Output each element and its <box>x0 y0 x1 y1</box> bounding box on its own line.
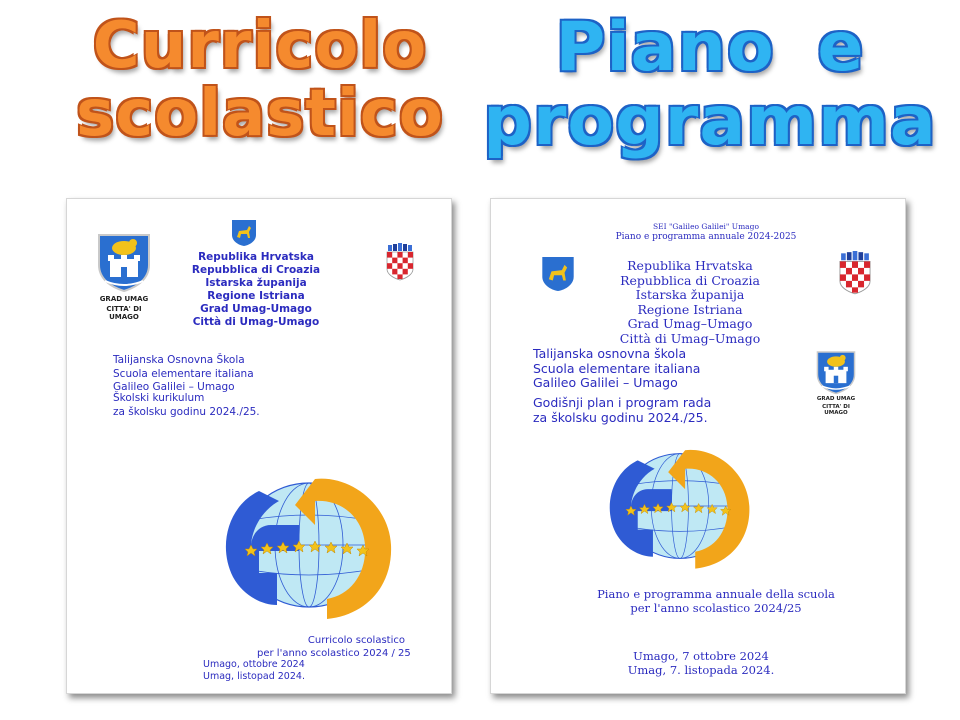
footer-title-line: per l'anno scolastico 2024/25 <box>630 601 802 615</box>
title-line: Piano e <box>555 8 865 87</box>
croatian-coat-of-arms-icon <box>837 251 873 295</box>
school-name-block <box>113 354 313 395</box>
title-line: Curricolo <box>92 9 428 83</box>
authority-line: Repubblica di Croazia <box>191 264 321 276</box>
authority-line: Regione Istriana <box>207 290 305 302</box>
authority-line: Repubblica di Croazia <box>620 272 760 288</box>
school-name-block <box>533 347 793 391</box>
school-line: Talijanska Osnovna Škola <box>113 354 245 366</box>
footer-date-block <box>611 649 791 677</box>
footer-title-block <box>257 635 411 660</box>
city-logo-label: CITTA' DI UMAGO <box>106 305 142 321</box>
header-line: SEI "Galileo Galilei" Umago <box>653 222 759 231</box>
document-line: za školsku godinu 2024./25. <box>113 405 260 418</box>
document-line: za školsku godinu 2024./25. <box>533 409 708 425</box>
authority-line: Istarska županija <box>635 287 745 302</box>
document-line: Godišnji plan i program rada <box>533 395 712 410</box>
footer-date-line: Umag, listopad 2024. <box>203 670 305 682</box>
authority-line: Città di Umag–Umago <box>619 330 761 346</box>
school-line: Talijanska osnovna škola <box>533 346 687 361</box>
authority-line: Istarska županija <box>205 277 307 289</box>
footer-title-line: Piano e programma annuale della scuola <box>597 587 835 601</box>
goat-coat-of-arms-icon <box>541 255 575 293</box>
title-piano <box>480 8 940 161</box>
umag-city-coat-of-arms-icon <box>813 349 859 417</box>
city-logo-label: GRAD UMAG <box>816 396 856 402</box>
authority-block <box>605 259 775 346</box>
school-line: Galileo Galilei – Umago <box>113 381 235 393</box>
document-line: Školski kurikulum <box>113 392 205 404</box>
galilei-school-logo <box>199 465 419 625</box>
city-logo-label: GRAD UMAG <box>99 295 149 303</box>
document-title-block <box>533 396 793 425</box>
footer-date-line: Umag, 7. listopada 2024. <box>627 663 775 677</box>
goat-coat-of-arms-icon <box>231 219 257 247</box>
city-logo-label: CITTA' DI UMAGO <box>822 403 850 416</box>
umag-city-coat-of-arms-icon <box>93 231 155 321</box>
authority-block <box>187 251 325 329</box>
header-block <box>561 221 851 243</box>
school-line: Scuola elementare italiana <box>113 367 254 380</box>
authority-line: Republika Hrvatska <box>627 258 753 273</box>
footer-title-block <box>541 587 891 615</box>
footer-title-line: Curricolo scolastico <box>307 635 405 646</box>
authority-line: Grad Umag–Umago <box>627 316 753 331</box>
title-line: scolastico <box>76 77 444 151</box>
footer-date-line: Umago, 7 ottobre 2024 <box>633 649 769 663</box>
header-line: Piano e programma annuale 2024-2025 <box>615 232 797 242</box>
footer-title-line: per l'anno scolastico 2024 / 25 <box>257 647 411 659</box>
authority-line: Republika Hrvatska <box>198 251 314 263</box>
school-line: Scuola elementare italiana <box>533 360 701 376</box>
document-title-block <box>113 392 313 419</box>
galilei-school-logo <box>587 431 773 581</box>
school-line: Galileo Galilei – Umago <box>533 375 678 390</box>
footer-date-block <box>203 659 363 682</box>
title-line: programma <box>483 82 937 161</box>
footer-date-line: Umago, ottobre 2024 <box>203 659 305 670</box>
authority-line: Città di Umag-Umago <box>192 316 320 328</box>
curriculum-cover-page[interactable] <box>66 198 452 694</box>
title-curricolo <box>40 9 480 151</box>
authority-line: Regione Istriana <box>637 301 743 317</box>
annual-plan-cover-page[interactable] <box>490 198 906 694</box>
croatian-coat-of-arms-icon <box>385 243 415 281</box>
authority-line: Grad Umag-Umago <box>200 303 312 315</box>
